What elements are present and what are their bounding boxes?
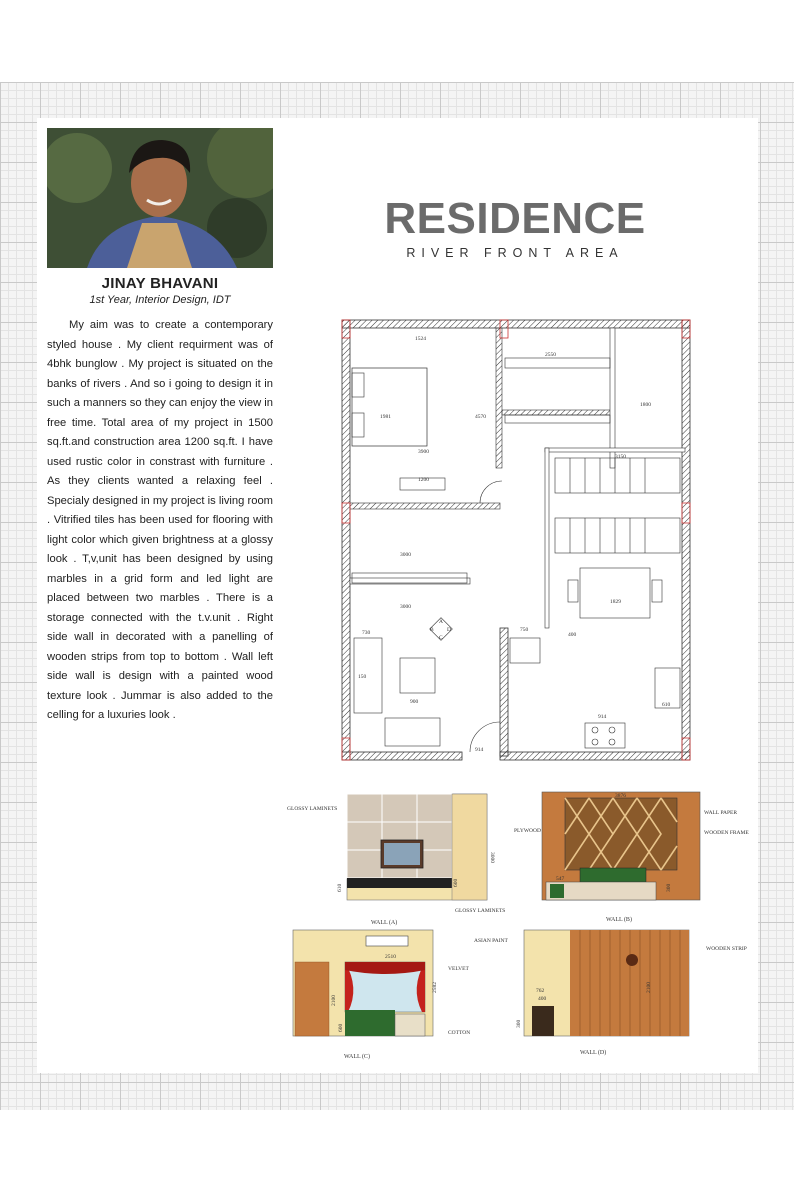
material-label: GLOSSY LAMINETS: [287, 806, 338, 812]
dim-label: 2550: [545, 352, 556, 358]
dim-label: 400: [538, 996, 547, 1002]
wall-c-caption: WALL (C): [344, 1054, 370, 1060]
dim-label: 300: [516, 1019, 522, 1028]
dim-label: 150: [358, 674, 367, 680]
dim-label: 1524: [415, 336, 426, 342]
dim-label: 2510: [385, 954, 396, 960]
dim-label: 3000: [489, 852, 495, 863]
dim-label: 730: [362, 630, 371, 636]
dim-label: 2582: [432, 982, 438, 993]
compass-letter: D: [447, 627, 451, 633]
dim-label: 1200: [418, 477, 429, 483]
dim-label: 914: [598, 714, 607, 720]
wall-b-caption: WALL (B): [606, 917, 632, 923]
elevation-wall-a: [285, 792, 505, 926]
dim-label: 3876: [615, 793, 626, 799]
floor-plan-drawing: [340, 318, 695, 765]
student-photo: [47, 128, 273, 268]
dim-label: 600: [338, 1023, 344, 1032]
material-label: WOODEN FRAME: [704, 830, 749, 836]
material-label: GLOSSY LAMINETS: [455, 908, 505, 914]
dim-label: 400: [568, 632, 577, 638]
dim-label: 3900: [418, 449, 429, 455]
dim-label: 1981: [380, 414, 391, 420]
dim-label: 610: [662, 702, 671, 708]
dim-label: 2100: [331, 995, 337, 1006]
dim-label: 547: [556, 876, 565, 882]
dim-label: 610: [337, 883, 343, 892]
wall-a-drawing: [285, 792, 505, 922]
chandelier-icon: [626, 954, 638, 966]
material-label: COTTON: [448, 1030, 471, 1036]
dim-label: 2100: [646, 982, 652, 993]
wall-d-caption: WALL (D): [580, 1050, 607, 1056]
student-name: JINAY BHAVANI: [101, 275, 219, 292]
dim-label: 900: [410, 699, 419, 705]
dim-label: 3150: [615, 454, 626, 460]
dim-label: 3000: [400, 552, 411, 558]
dim-label: 762: [536, 988, 545, 994]
portrait-image: [47, 128, 273, 268]
elevation-wall-b: [510, 790, 760, 925]
compass-letter: C: [439, 635, 443, 641]
dim-label: 1829: [610, 599, 621, 605]
wall-b-drawing: [510, 790, 760, 925]
compass-letter: A: [439, 619, 443, 625]
material-label: WALL PAPER: [704, 810, 738, 816]
compass-letter: B: [430, 627, 434, 633]
project-title: RESIDENCE: [384, 194, 646, 243]
student-program: 1st Year, Interior Design, IDT: [89, 294, 231, 306]
material-label: VELVET: [448, 966, 469, 972]
dim-label: 4570: [475, 414, 486, 420]
dim-label: 1800: [640, 402, 651, 408]
wall-d-drawing: [470, 928, 760, 1046]
dim-label: 300: [666, 883, 672, 892]
project-description: My aim was to create a contemporary styled house . My client requirment was of 4bhk bunglow . My project is situated on the banks of rivers . And so i going to design it in such a manners so they can enjoy the view in free time. Total area of my project in 1500 sq.ft.and construction area 1200 sq.ft. I have used rustic color in constrast with furniture . As they clients wanted a relaxing feel . Specialy designed in my project is living room . Vitrified tiles has been used for flooring with light color which given brightness at a glossy look . T,v,unit has been designed by using marbles in a grid form and led light are placed between two marbles . There is a storage connected with the t.v.unit . Right side wall in decorated with a panelling of wooden strips from top to bottom . Wall left side wall is design with a painted wood texture look . Jummar is also added to the celling for a luxuries look .: [47, 319, 273, 721]
dim-label: 914: [475, 747, 484, 753]
elevation-wall-d: [470, 928, 760, 1063]
floor-plan: [340, 318, 695, 765]
dim-label: 600: [453, 878, 459, 887]
dim-label: 3000: [400, 604, 411, 610]
dim-label: 750: [520, 627, 529, 633]
material-label: WOODEN STRIP: [706, 946, 747, 952]
wall-c-drawing: [290, 928, 490, 1046]
material-label: ASIAN PAINT: [474, 938, 508, 944]
project-subtitle: RIVER FRONT AREA: [406, 246, 624, 260]
wall-a-caption: WALL (A): [371, 920, 398, 926]
elevation-wall-c: [290, 928, 490, 1063]
material-label: PLYWOOD: [514, 828, 541, 834]
